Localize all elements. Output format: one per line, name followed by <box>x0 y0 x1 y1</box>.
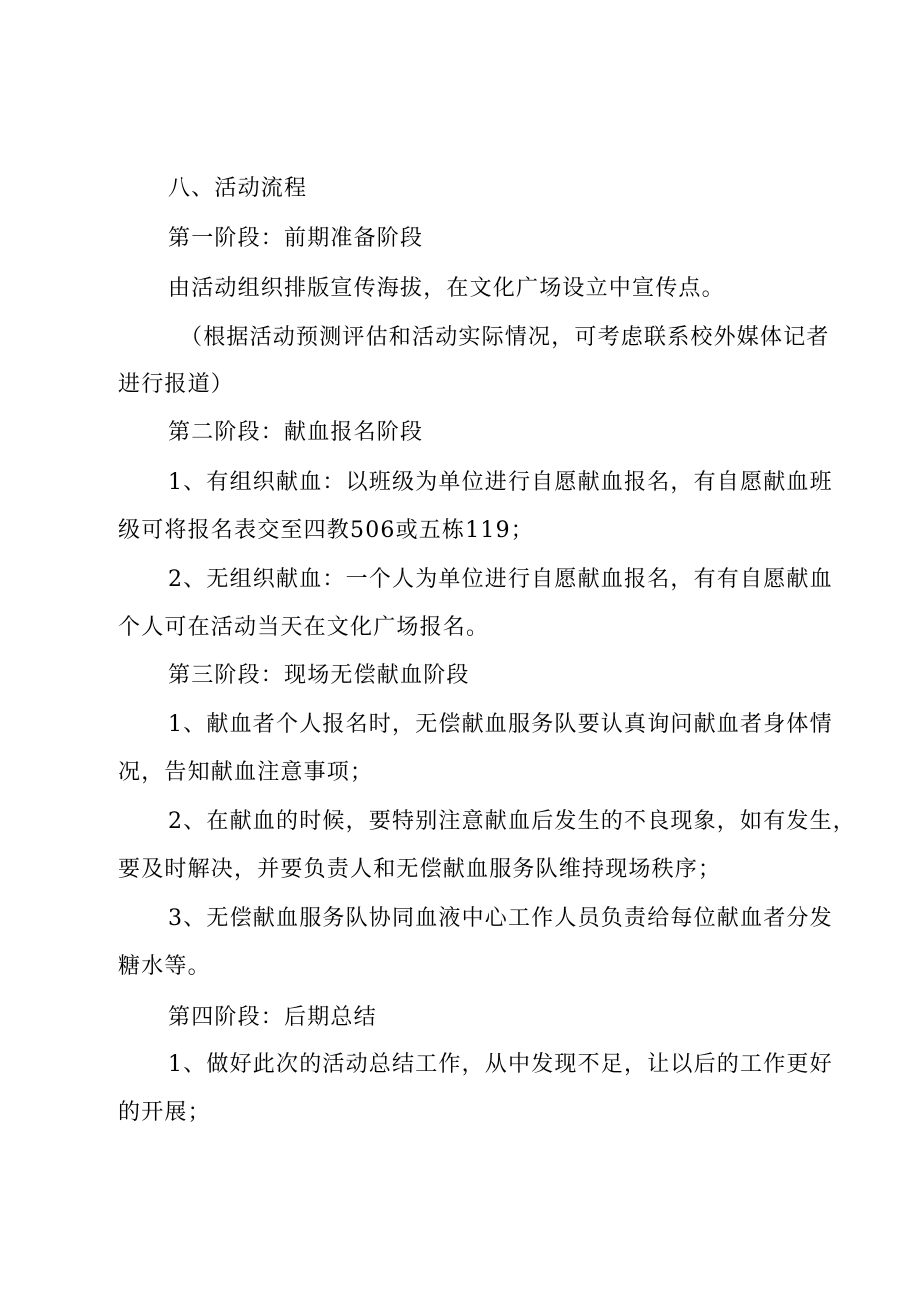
stage4-item1-line1: 1、做好此次的活动总结工作，从中发现不足，让以后的工作更好 <box>168 1052 833 1077</box>
stage3-item1-line2: 况，告知献血注意事项； <box>118 760 374 785</box>
stage2-item1-line1: 1、有组织献血：以班级为单位进行自愿献血报名，有自愿献血班 <box>168 470 833 495</box>
section-title: 八、活动流程 <box>168 176 308 201</box>
stage1-paragraph: 由活动组织排版宣传海拔，在文化广场设立中宣传点。 <box>168 276 725 301</box>
stage3-title: 第三阶段：现场无偿献血阶段 <box>168 663 470 688</box>
stage2-item2-line2: 个人可在活动当天在文化广场报名。 <box>118 615 490 640</box>
stage3-item2-line2: 要及时解决，并要负责人和无偿献血服务队维持现场秩序； <box>118 857 722 882</box>
stage4-item1-line2: 的开展； <box>118 1100 211 1125</box>
stage2-item2-line1: 2、无组织献血：一个人为单位进行自愿献血报名，有有自愿献血 <box>168 567 833 592</box>
stage3-item2-line1: 2、在献血的时候，要特别注意献血后发生的不良现象，如有发生， <box>168 809 856 834</box>
stage1-title: 第一阶段：前期准备阶段 <box>168 226 424 251</box>
stage1-note-line1: （根据活动预测评估和活动实际情况，可考虑联系校外媒体记者 <box>180 325 830 350</box>
stage3-item3-line2: 糖水等。 <box>118 954 211 979</box>
stage1-note-line2: 进行报道） <box>118 372 235 397</box>
stage4-title: 第四阶段：后期总结 <box>168 1005 377 1030</box>
stage2-item1-line2: 级可将报名表交至四教506或五栋119； <box>118 518 534 543</box>
stage2-title: 第二阶段：献血报名阶段 <box>168 420 424 445</box>
stage3-item1-line1: 1、献血者个人报名时，无偿献血服务队要认真询问献血者身体情 <box>168 712 833 737</box>
stage3-item3-line1: 3、无偿献血服务队协同血液中心工作人员负责给每位献血者分发 <box>168 906 833 931</box>
